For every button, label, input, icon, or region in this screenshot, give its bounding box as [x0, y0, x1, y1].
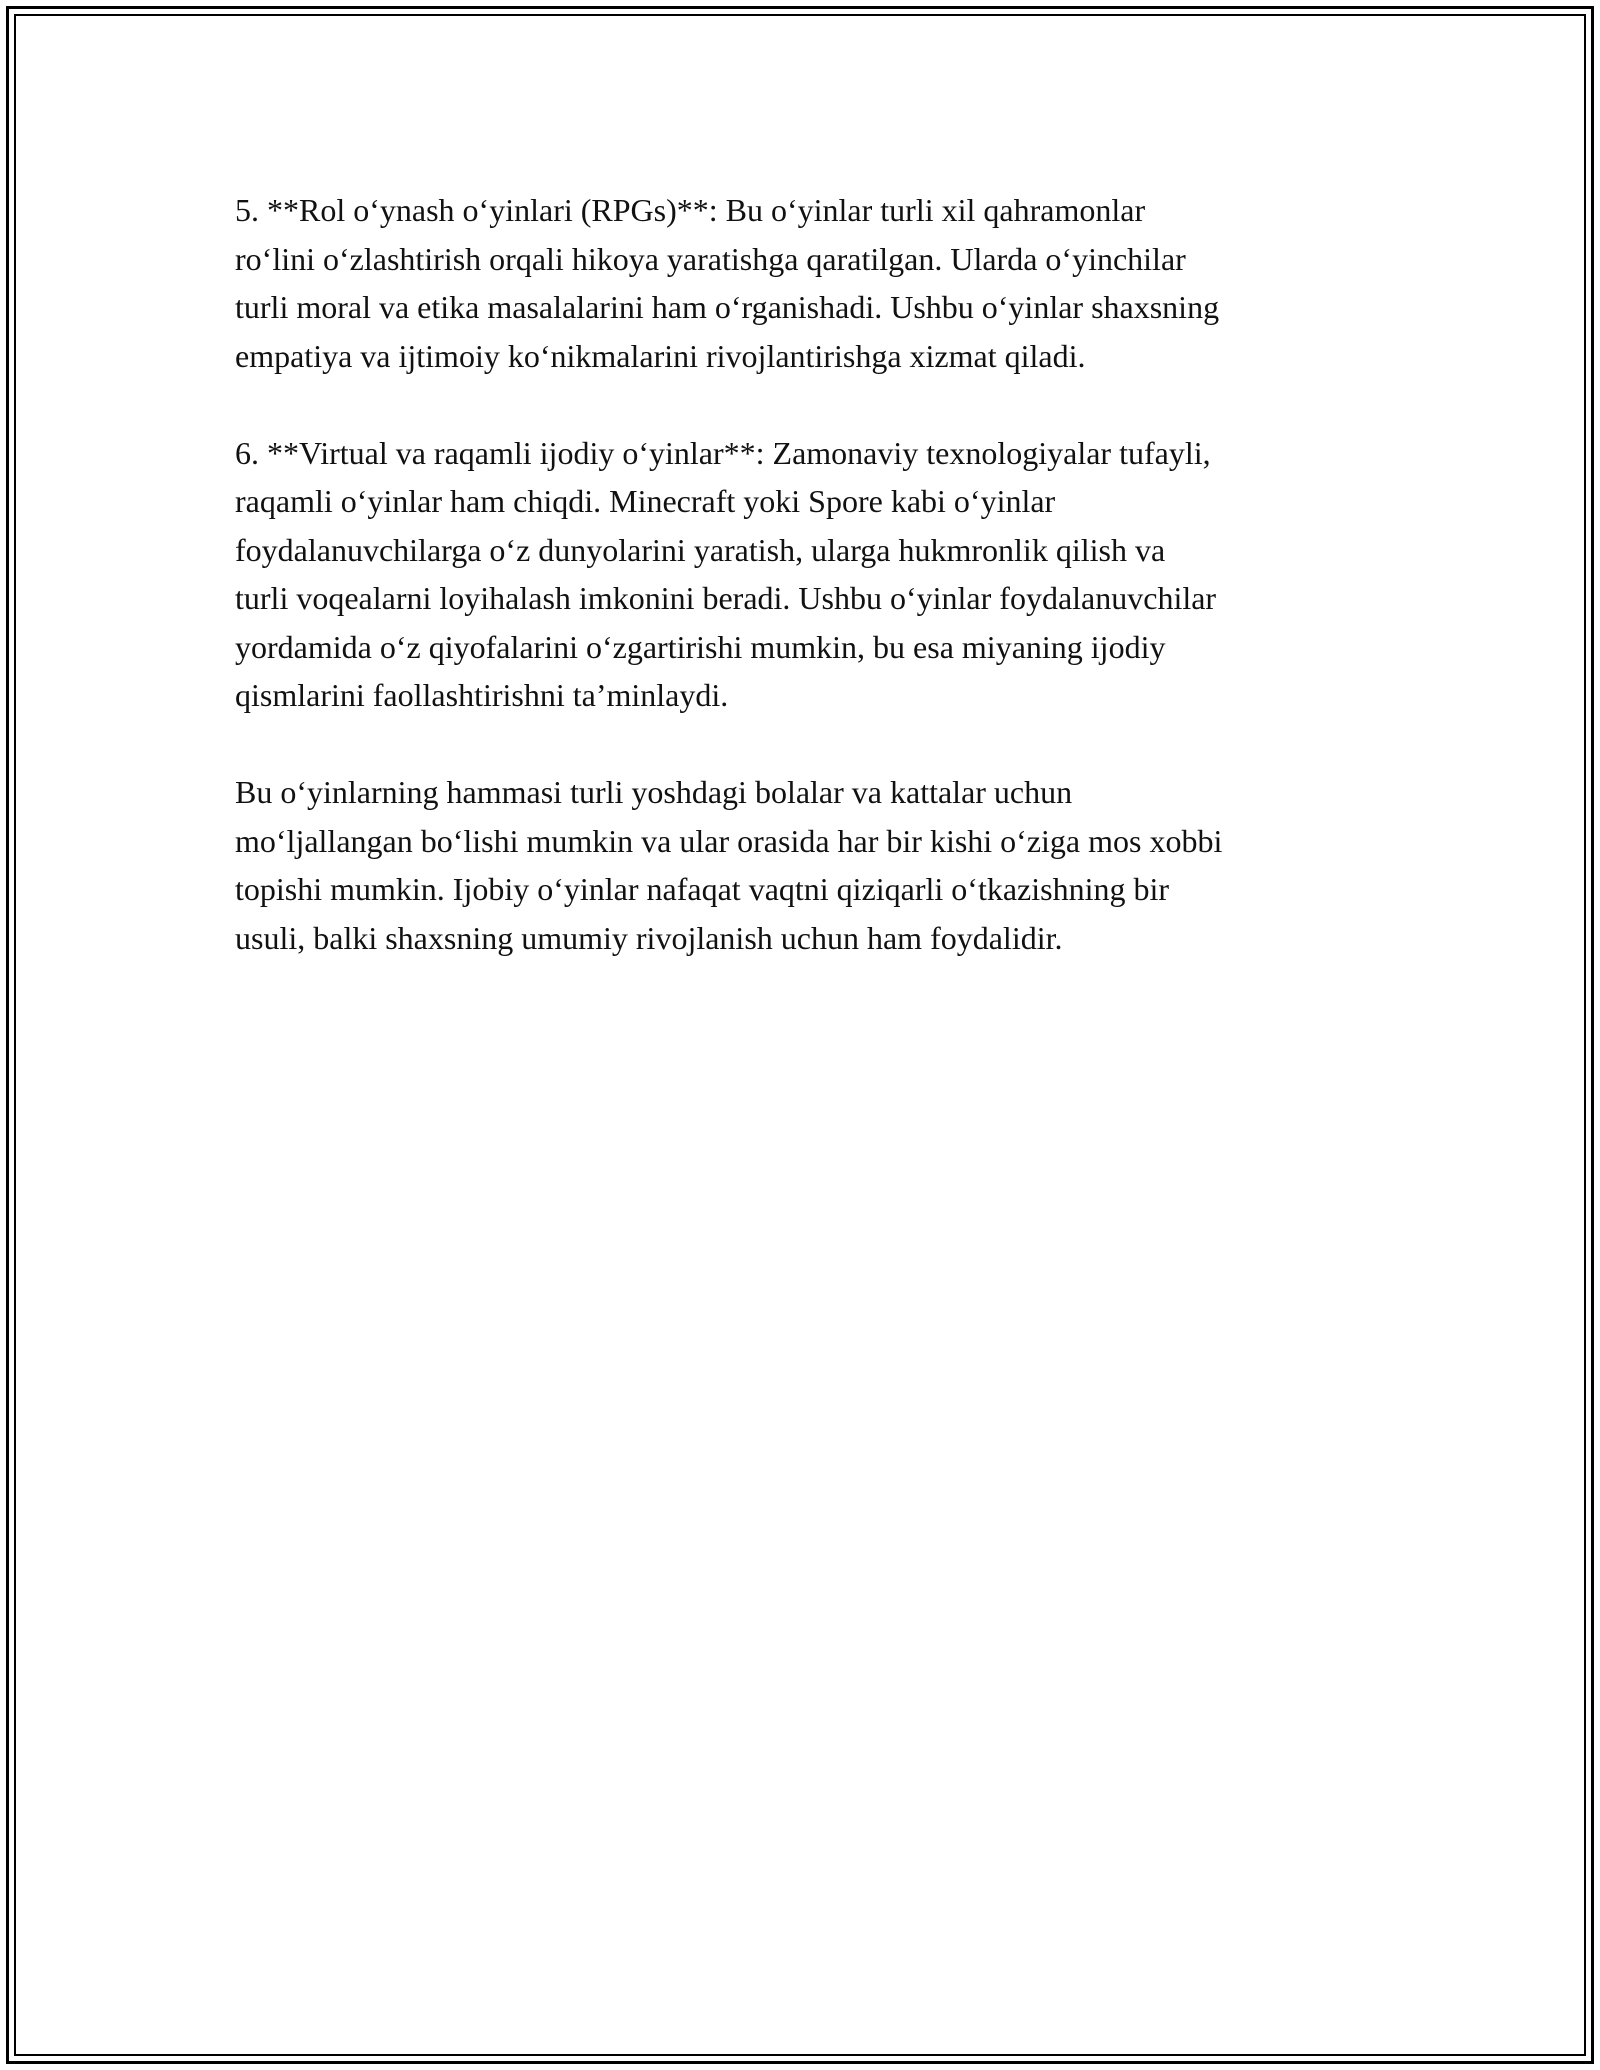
- paragraph-line: 5. **Rol o‘ynash o‘yinlari (RPGs)**: Bu o‘yinlar turli xil qahramonlar: [235, 192, 1146, 228]
- paragraph-line: topishi mumkin. Ijobiy o‘yinlar nafaqat vaqtni qiziqarli o‘tkazishning bir: [235, 871, 1170, 907]
- paragraph-line: ro‘lini o‘zlashtirish orqali hikoya yaratishga qaratilgan. Ularda o‘yinchilar: [235, 240, 1186, 277]
- paragraph-conclusion: [235, 768, 1385, 962]
- paragraph-line: 6. **Virtual va raqamli ijodiy o‘yinlar**: Zamonaviy texnologiyalar tufayli,: [235, 434, 1211, 471]
- paragraph-line: empatiya va ijtimoiy ko‘nikmalarini rivojlantirishga xizmat qiladi.: [235, 337, 1086, 374]
- paragraph-virtual-games: [235, 429, 1385, 720]
- document-body: [235, 186, 1385, 1011]
- paragraph-line: qismlarini faollashtirishni ta’minlaydi.: [235, 677, 729, 713]
- paragraph-line: raqamli o‘yinlar ham chiqdi. Minecraft yoki Spore kabi o‘yinlar: [235, 483, 1056, 519]
- paragraph-line: mo‘ljallangan bo‘lishi mumkin va ular orasida har bir kishi o‘ziga mos xobbi: [235, 822, 1223, 859]
- paragraph-line: turli voqealarni loyihalash imkonini beradi. Ushbu o‘yinlar foydalanuvchilar: [235, 580, 1217, 616]
- paragraph-line: yordamida o‘z qiyofalarini o‘zgartirishi mumkin, bu esa miyaning ijodiy: [235, 628, 1166, 665]
- paragraph-line: turli moral va etika masalalarini ham o‘rganishadi. Ushbu o‘yinlar shaxsning: [235, 289, 1220, 325]
- paragraph-line: usuli, balki shaxsning umumiy rivojlanish uchun ham foydalidir.: [235, 919, 1063, 956]
- paragraph-line: Bu o‘yinlarning hammasi turli yoshdagi bolalar va kattalar uchun: [235, 774, 1073, 810]
- paragraph-line: foydalanuvchilarga o‘z dunyolarini yaratish, ularga hukmronlik qilish va: [235, 531, 1166, 568]
- paragraph-rpg-games: [235, 186, 1385, 380]
